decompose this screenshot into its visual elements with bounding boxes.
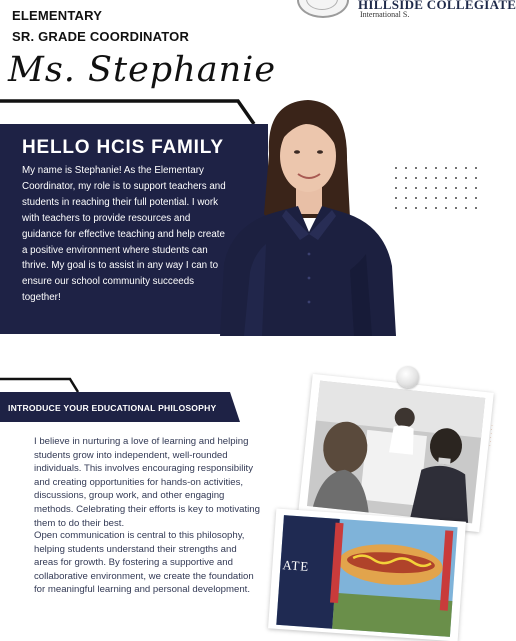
push-pin-icon — [397, 366, 419, 388]
school-seal-icon — [297, 0, 349, 18]
role-line-coordinator: SR. GRADE COORDINATOR — [12, 29, 190, 44]
role-line-elementary: ELEMENTARY — [12, 8, 103, 23]
hello-body: My name is Stephanie! As the Elementary Coordinator, my role is to support teachers and students in reaching their full potential. I work with teachers to provide resources and guidance for effective teaching and help create a positive environment where students can thrive. My goal is to assist in any way I can to ensure our school community succeeds together! — [22, 165, 226, 304]
portrait-photo — [214, 94, 400, 336]
school-logo-subtitle: International S. — [360, 10, 410, 19]
coordinator-name: Ms. Stephanie — [8, 50, 277, 90]
event-photo-frame — [268, 509, 466, 641]
event-banner-text: ATE — [281, 557, 310, 574]
philosophy-paragraph-2: Open communication is central to this philosophy, helping students understand their strengths and areas for growth. By fostering a supportive and collaborative environment, we create the foundation for meaningful learning and personal development. — [34, 530, 254, 596]
school-logo-name: HILLSIDE COLLEGIATE — [358, 0, 516, 12]
philosophy-paragraph-1: I believe in nurturing a love of learning and helping students grow into independent, well-rounded individuals. This involves encouraging responsibility and creating opportunities for hands-on activities, discussions, group work, and other engaging methods. Celebrating their efforts is key to motivating them to do their best. — [34, 436, 260, 529]
decorative-dot-grid — [394, 166, 480, 216]
hello-title: HELLO HCIS FAMILY — [22, 137, 224, 158]
philosophy-banner-tip — [228, 392, 242, 422]
philosophy-title: INTRODUCE YOUR EDUCATIONAL PHILOSOPHY — [8, 403, 217, 413]
event-photo — [268, 509, 466, 641]
classroom-photo-frame — [298, 374, 494, 532]
photo-edge-mark: · · · · · · — [486, 424, 495, 448]
classroom-photo — [298, 374, 494, 532]
